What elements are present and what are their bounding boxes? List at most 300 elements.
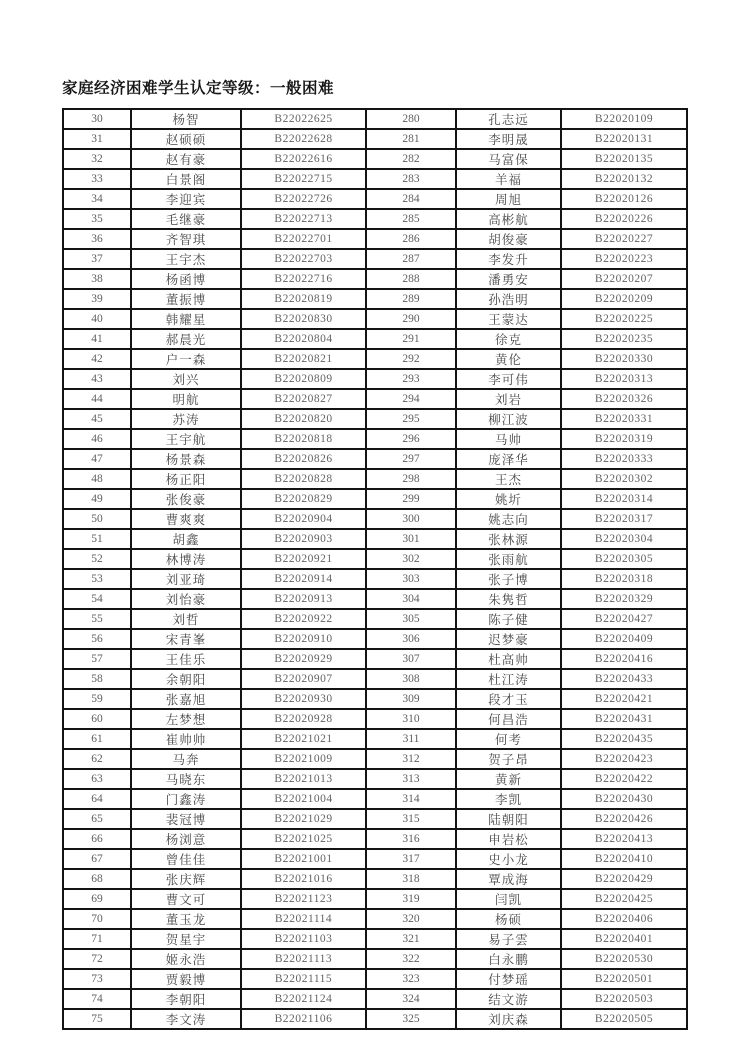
- serial-number-right: 299: [366, 489, 456, 509]
- serial-number-right: 324: [366, 989, 456, 1009]
- student-id-left: B22020922: [241, 609, 366, 629]
- table-row: [63, 769, 687, 789]
- student-name-right: 潘勇安: [456, 269, 561, 289]
- student-name-left: 马奔: [131, 749, 241, 769]
- table-row: [63, 129, 687, 149]
- student-name-left: 曾佳佳: [131, 849, 241, 869]
- student-id-right: B22020318: [561, 569, 687, 589]
- serial-number-left: 57: [63, 649, 131, 669]
- serial-number-right: 291: [366, 329, 456, 349]
- student-name-left: 齐智琪: [131, 229, 241, 249]
- student-name-left: 杨正阳: [131, 469, 241, 489]
- student-id-left: B22020907: [241, 669, 366, 689]
- student-name-left: 杨智: [131, 109, 241, 129]
- student-name-right: 刘庆森: [456, 1009, 561, 1029]
- serial-number-right: 294: [366, 389, 456, 409]
- student-id-left: B22021013: [241, 769, 366, 789]
- student-id-left: B22020929: [241, 649, 366, 669]
- serial-number-right: 300: [366, 509, 456, 529]
- serial-number-left: 66: [63, 829, 131, 849]
- student-name-right: 孙浩明: [456, 289, 561, 309]
- student-name-left: 董振博: [131, 289, 241, 309]
- student-name-right: 马富保: [456, 149, 561, 169]
- student-name-left: 王宇杰: [131, 249, 241, 269]
- serial-number-right: 287: [366, 249, 456, 269]
- student-id-right: B22020207: [561, 269, 687, 289]
- table-row: [63, 569, 687, 589]
- serial-number-right: 290: [366, 309, 456, 329]
- student-name-right: 马帅: [456, 429, 561, 449]
- serial-number-left: 67: [63, 849, 131, 869]
- student-name-left: 杨景森: [131, 449, 241, 469]
- student-name-left: 崔帅帅: [131, 729, 241, 749]
- table-row: [63, 789, 687, 809]
- serial-number-left: 42: [63, 349, 131, 369]
- student-name-right: 徐克: [456, 329, 561, 349]
- table-row: [63, 629, 687, 649]
- serial-number-left: 32: [63, 149, 131, 169]
- student-id-left: B22022703: [241, 249, 366, 269]
- student-name-right: 杜高帅: [456, 649, 561, 669]
- serial-number-right: 310: [366, 709, 456, 729]
- student-id-left: B22022616: [241, 149, 366, 169]
- student-name-right: 高彬航: [456, 209, 561, 229]
- student-id-right: B22020226: [561, 209, 687, 229]
- student-name-left: 刘兴: [131, 369, 241, 389]
- serial-number-right: 293: [366, 369, 456, 389]
- student-name-left: 韩耀星: [131, 309, 241, 329]
- table-row: [63, 849, 687, 869]
- student-id-left: B22022715: [241, 169, 366, 189]
- student-id-right: B22020126: [561, 189, 687, 209]
- student-name-left: 曹文可: [131, 889, 241, 909]
- student-id-left: B22020828: [241, 469, 366, 489]
- serial-number-right: 318: [366, 869, 456, 889]
- student-name-left: 赵有豪: [131, 149, 241, 169]
- student-id-left: B22022628: [241, 129, 366, 149]
- serial-number-right: 306: [366, 629, 456, 649]
- table-row: [63, 809, 687, 829]
- table-row: [63, 489, 687, 509]
- table-row: [63, 829, 687, 849]
- student-name-right: 迟梦豪: [456, 629, 561, 649]
- serial-number-right: 296: [366, 429, 456, 449]
- student-id-left: B22022625: [241, 109, 366, 129]
- table-row: [63, 929, 687, 949]
- table-row: [63, 609, 687, 629]
- serial-number-left: 71: [63, 929, 131, 949]
- student-name-left: 张嘉旭: [131, 689, 241, 709]
- serial-number-left: 62: [63, 749, 131, 769]
- student-name-left: 郝晨光: [131, 329, 241, 349]
- table-row: [63, 389, 687, 409]
- serial-number-left: 41: [63, 329, 131, 349]
- student-name-right: 李明晟: [456, 129, 561, 149]
- student-name-right: 姚圻: [456, 489, 561, 509]
- serial-number-right: 297: [366, 449, 456, 469]
- student-id-left: B22022713: [241, 209, 366, 229]
- student-name-right: 柳江波: [456, 409, 561, 429]
- serial-number-left: 35: [63, 209, 131, 229]
- student-id-left: B22020930: [241, 689, 366, 709]
- student-id-right: B22020406: [561, 909, 687, 929]
- student-name-left: 明航: [131, 389, 241, 409]
- student-name-left: 赵硕硕: [131, 129, 241, 149]
- student-id-right: B22020313: [561, 369, 687, 389]
- table-row: [63, 429, 687, 449]
- table-row: [63, 349, 687, 369]
- student-id-right: B22020429: [561, 869, 687, 889]
- student-id-left: B22020820: [241, 409, 366, 429]
- student-name-left: 刘亚琦: [131, 569, 241, 589]
- student-name-left: 王佳乐: [131, 649, 241, 669]
- student-id-right: B22020421: [561, 689, 687, 709]
- student-id-right: B22020413: [561, 829, 687, 849]
- student-name-right: 张雨航: [456, 549, 561, 569]
- table-row: [63, 189, 687, 209]
- student-name-right: 申岩松: [456, 829, 561, 849]
- serial-number-left: 40: [63, 309, 131, 329]
- student-id-right: B22020235: [561, 329, 687, 349]
- serial-number-right: 312: [366, 749, 456, 769]
- serial-number-right: 288: [366, 269, 456, 289]
- serial-number-right: 325: [366, 1009, 456, 1029]
- student-name-left: 马晓东: [131, 769, 241, 789]
- student-name-left: 张俊豪: [131, 489, 241, 509]
- table-row: [63, 729, 687, 749]
- serial-number-left: 47: [63, 449, 131, 469]
- student-name-right: 刘岩: [456, 389, 561, 409]
- serial-number-left: 75: [63, 1009, 131, 1029]
- student-name-left: 毛继豪: [131, 209, 241, 229]
- table-row: [63, 649, 687, 669]
- student-id-right: B22020416: [561, 649, 687, 669]
- student-id-right: B22020331: [561, 409, 687, 429]
- serial-number-right: 285: [366, 209, 456, 229]
- table-row: [63, 289, 687, 309]
- serial-number-left: 64: [63, 789, 131, 809]
- student-id-right: B22020209: [561, 289, 687, 309]
- student-id-left: B22020830: [241, 309, 366, 329]
- serial-number-right: 280: [366, 109, 456, 129]
- serial-number-left: 73: [63, 969, 131, 989]
- serial-number-right: 283: [366, 169, 456, 189]
- student-id-left: B22021124: [241, 989, 366, 1009]
- student-name-right: 付梦瑶: [456, 969, 561, 989]
- student-id-left: B22021016: [241, 869, 366, 889]
- student-name-left: 李朝阳: [131, 989, 241, 1009]
- student-name-right: 杨硕: [456, 909, 561, 929]
- student-id-right: B22020431: [561, 709, 687, 729]
- student-id-right: B22020430: [561, 789, 687, 809]
- table-row: [63, 209, 687, 229]
- page-title: 家庭经济困难学生认定等级：一般困难: [62, 80, 335, 97]
- student-id-right: B22020409: [561, 629, 687, 649]
- student-id-left: B22020928: [241, 709, 366, 729]
- serial-number-left: 53: [63, 569, 131, 589]
- serial-number-left: 70: [63, 909, 131, 929]
- serial-number-right: 315: [366, 809, 456, 829]
- serial-number-right: 302: [366, 549, 456, 569]
- student-id-right: B22020223: [561, 249, 687, 269]
- serial-number-right: 314: [366, 789, 456, 809]
- student-name-left: 王宇航: [131, 429, 241, 449]
- serial-number-left: 49: [63, 489, 131, 509]
- student-id-right: B22020132: [561, 169, 687, 189]
- table-row: [63, 309, 687, 329]
- student-id-left: B22021103: [241, 929, 366, 949]
- student-name-left: 门鑫涛: [131, 789, 241, 809]
- serial-number-right: 307: [366, 649, 456, 669]
- student-name-right: 覃成海: [456, 869, 561, 889]
- student-id-right: B22020302: [561, 469, 687, 489]
- student-id-left: B22021021: [241, 729, 366, 749]
- serial-number-left: 34: [63, 189, 131, 209]
- table-row: [63, 589, 687, 609]
- table-row: [63, 469, 687, 489]
- student-name-left: 户一森: [131, 349, 241, 369]
- serial-number-left: 50: [63, 509, 131, 529]
- student-id-left: B22021004: [241, 789, 366, 809]
- serial-number-left: 48: [63, 469, 131, 489]
- student-id-right: B22020326: [561, 389, 687, 409]
- student-name-right: 何考: [456, 729, 561, 749]
- serial-number-right: 321: [366, 929, 456, 949]
- student-name-left: 贾毅博: [131, 969, 241, 989]
- serial-number-right: 316: [366, 829, 456, 849]
- table-row: [63, 909, 687, 929]
- serial-number-right: 298: [366, 469, 456, 489]
- serial-number-right: 301: [366, 529, 456, 549]
- serial-number-left: 45: [63, 409, 131, 429]
- student-name-left: 胡鑫: [131, 529, 241, 549]
- serial-number-right: 292: [366, 349, 456, 369]
- student-id-right: B22020401: [561, 929, 687, 949]
- student-name-left: 宋青峯: [131, 629, 241, 649]
- serial-number-left: 68: [63, 869, 131, 889]
- student-id-left: B22020826: [241, 449, 366, 469]
- student-name-left: 姬永浩: [131, 949, 241, 969]
- student-id-left: B22021009: [241, 749, 366, 769]
- student-id-left: B22021113: [241, 949, 366, 969]
- student-id-left: B22021029: [241, 809, 366, 829]
- student-id-right: B22020305: [561, 549, 687, 569]
- student-id-right: B22020425: [561, 889, 687, 909]
- student-id-left: B22020804: [241, 329, 366, 349]
- student-id-right: B22020317: [561, 509, 687, 529]
- table-row: [63, 889, 687, 909]
- table-row: [63, 869, 687, 889]
- student-name-right: 闫凯: [456, 889, 561, 909]
- serial-number-right: 303: [366, 569, 456, 589]
- student-id-right: B22020503: [561, 989, 687, 1009]
- serial-number-right: 286: [366, 229, 456, 249]
- serial-number-left: 65: [63, 809, 131, 829]
- student-name-left: 贺星宇: [131, 929, 241, 949]
- student-name-left: 刘哲: [131, 609, 241, 629]
- student-name-left: 余朝阳: [131, 669, 241, 689]
- student-id-right: B22020410: [561, 849, 687, 869]
- student-id-right: B22020131: [561, 129, 687, 149]
- serial-number-right: 319: [366, 889, 456, 909]
- student-id-right: B22020304: [561, 529, 687, 549]
- student-id-right: B22020330: [561, 349, 687, 369]
- table-row: [63, 669, 687, 689]
- table-row: [63, 709, 687, 729]
- student-name-left: 林博涛: [131, 549, 241, 569]
- student-name-left: 张庆辉: [131, 869, 241, 889]
- serial-number-left: 58: [63, 669, 131, 689]
- table-row: [63, 989, 687, 1009]
- table-row: [63, 269, 687, 289]
- serial-number-left: 31: [63, 129, 131, 149]
- serial-number-right: 313: [366, 769, 456, 789]
- student-name-right: 张子博: [456, 569, 561, 589]
- student-name-right: 姚志向: [456, 509, 561, 529]
- student-name-right: 贺子昂: [456, 749, 561, 769]
- student-id-right: B22020314: [561, 489, 687, 509]
- serial-number-right: 304: [366, 589, 456, 609]
- student-name-left: 左梦想: [131, 709, 241, 729]
- serial-number-left: 51: [63, 529, 131, 549]
- student-name-right: 李凯: [456, 789, 561, 809]
- serial-number-right: 317: [366, 849, 456, 869]
- student-name-right: 羊福: [456, 169, 561, 189]
- student-id-right: B22020505: [561, 1009, 687, 1029]
- student-id-right: B22020319: [561, 429, 687, 449]
- student-name-left: 曹爽爽: [131, 509, 241, 529]
- serial-number-left: 55: [63, 609, 131, 629]
- serial-number-right: 320: [366, 909, 456, 929]
- serial-number-left: 63: [63, 769, 131, 789]
- student-id-right: B22020225: [561, 309, 687, 329]
- student-name-right: 陆朝阳: [456, 809, 561, 829]
- student-id-right: B22020333: [561, 449, 687, 469]
- student-id-left: B22020904: [241, 509, 366, 529]
- student-name-left: 杨浏意: [131, 829, 241, 849]
- serial-number-left: 46: [63, 429, 131, 449]
- student-id-left: B22021114: [241, 909, 366, 929]
- table-row: [63, 969, 687, 989]
- student-name-left: 李文涛: [131, 1009, 241, 1029]
- serial-number-left: 60: [63, 709, 131, 729]
- serial-number-left: 36: [63, 229, 131, 249]
- student-name-right: 白永鹏: [456, 949, 561, 969]
- student-name-right: 张林源: [456, 529, 561, 549]
- table-row: [63, 749, 687, 769]
- serial-number-right: 311: [366, 729, 456, 749]
- serial-number-right: 323: [366, 969, 456, 989]
- serial-number-left: 74: [63, 989, 131, 1009]
- student-id-left: B22021001: [241, 849, 366, 869]
- table-row: [63, 229, 687, 249]
- student-id-right: B22020109: [561, 109, 687, 129]
- student-name-left: 杨函博: [131, 269, 241, 289]
- student-name-right: 王杰: [456, 469, 561, 489]
- table-row: [63, 249, 687, 269]
- student-id-right: B22020433: [561, 669, 687, 689]
- serial-number-left: 37: [63, 249, 131, 269]
- student-id-left: B22020829: [241, 489, 366, 509]
- student-id-left: B22020819: [241, 289, 366, 309]
- serial-number-right: 309: [366, 689, 456, 709]
- serial-number-left: 52: [63, 549, 131, 569]
- student-name-right: 杜江涛: [456, 669, 561, 689]
- serial-number-right: 295: [366, 409, 456, 429]
- student-name-left: 董玉龙: [131, 909, 241, 929]
- serial-number-left: 30: [63, 109, 131, 129]
- student-name-right: 何昌浩: [456, 709, 561, 729]
- student-id-left: B22020821: [241, 349, 366, 369]
- serial-number-left: 56: [63, 629, 131, 649]
- serial-number-left: 44: [63, 389, 131, 409]
- serial-number-left: 54: [63, 589, 131, 609]
- serial-number-right: 289: [366, 289, 456, 309]
- student-id-right: B22020329: [561, 589, 687, 609]
- serial-number-left: 61: [63, 729, 131, 749]
- student-name-left: 裴冠博: [131, 809, 241, 829]
- student-name-right: 王蒙达: [456, 309, 561, 329]
- student-id-right: B22020435: [561, 729, 687, 749]
- student-id-right: B22020135: [561, 149, 687, 169]
- student-id-right: B22020423: [561, 749, 687, 769]
- student-name-right: 史小龙: [456, 849, 561, 869]
- student-id-right: B22020427: [561, 609, 687, 629]
- table-row: [63, 949, 687, 969]
- table-row: [63, 549, 687, 569]
- student-name-right: 李可伟: [456, 369, 561, 389]
- table-row: [63, 449, 687, 469]
- serial-number-left: 39: [63, 289, 131, 309]
- student-id-left: B22020914: [241, 569, 366, 589]
- student-name-left: 刘怡豪: [131, 589, 241, 609]
- student-name-right: 孔志远: [456, 109, 561, 129]
- student-roster-table: [62, 108, 688, 1030]
- student-name-left: 李迎宾: [131, 189, 241, 209]
- student-id-left: B22021025: [241, 829, 366, 849]
- serial-number-right: 322: [366, 949, 456, 969]
- student-id-right: B22020530: [561, 949, 687, 969]
- student-id-left: B22022726: [241, 189, 366, 209]
- student-name-left: 白景阁: [131, 169, 241, 189]
- table-row: [63, 689, 687, 709]
- student-id-right: B22020501: [561, 969, 687, 989]
- table-row: [63, 529, 687, 549]
- student-id-right: B22020426: [561, 809, 687, 829]
- table-row: [63, 409, 687, 429]
- serial-number-right: 305: [366, 609, 456, 629]
- student-name-right: 胡俊豪: [456, 229, 561, 249]
- table-row: [63, 169, 687, 189]
- serial-number-right: 308: [366, 669, 456, 689]
- serial-number-right: 282: [366, 149, 456, 169]
- student-name-right: 结文游: [456, 989, 561, 1009]
- student-name-right: 陈子健: [456, 609, 561, 629]
- student-id-left: B22021123: [241, 889, 366, 909]
- student-name-right: 李发升: [456, 249, 561, 269]
- table-row: [63, 1009, 687, 1029]
- student-name-right: 段才玉: [456, 689, 561, 709]
- student-name-right: 易子雲: [456, 929, 561, 949]
- serial-number-right: 281: [366, 129, 456, 149]
- student-name-right: 周旭: [456, 189, 561, 209]
- student-id-left: B22021115: [241, 969, 366, 989]
- student-id-right: B22020422: [561, 769, 687, 789]
- student-id-left: B22020913: [241, 589, 366, 609]
- serial-number-left: 43: [63, 369, 131, 389]
- student-id-left: B22020809: [241, 369, 366, 389]
- student-name-right: 庞泽华: [456, 449, 561, 469]
